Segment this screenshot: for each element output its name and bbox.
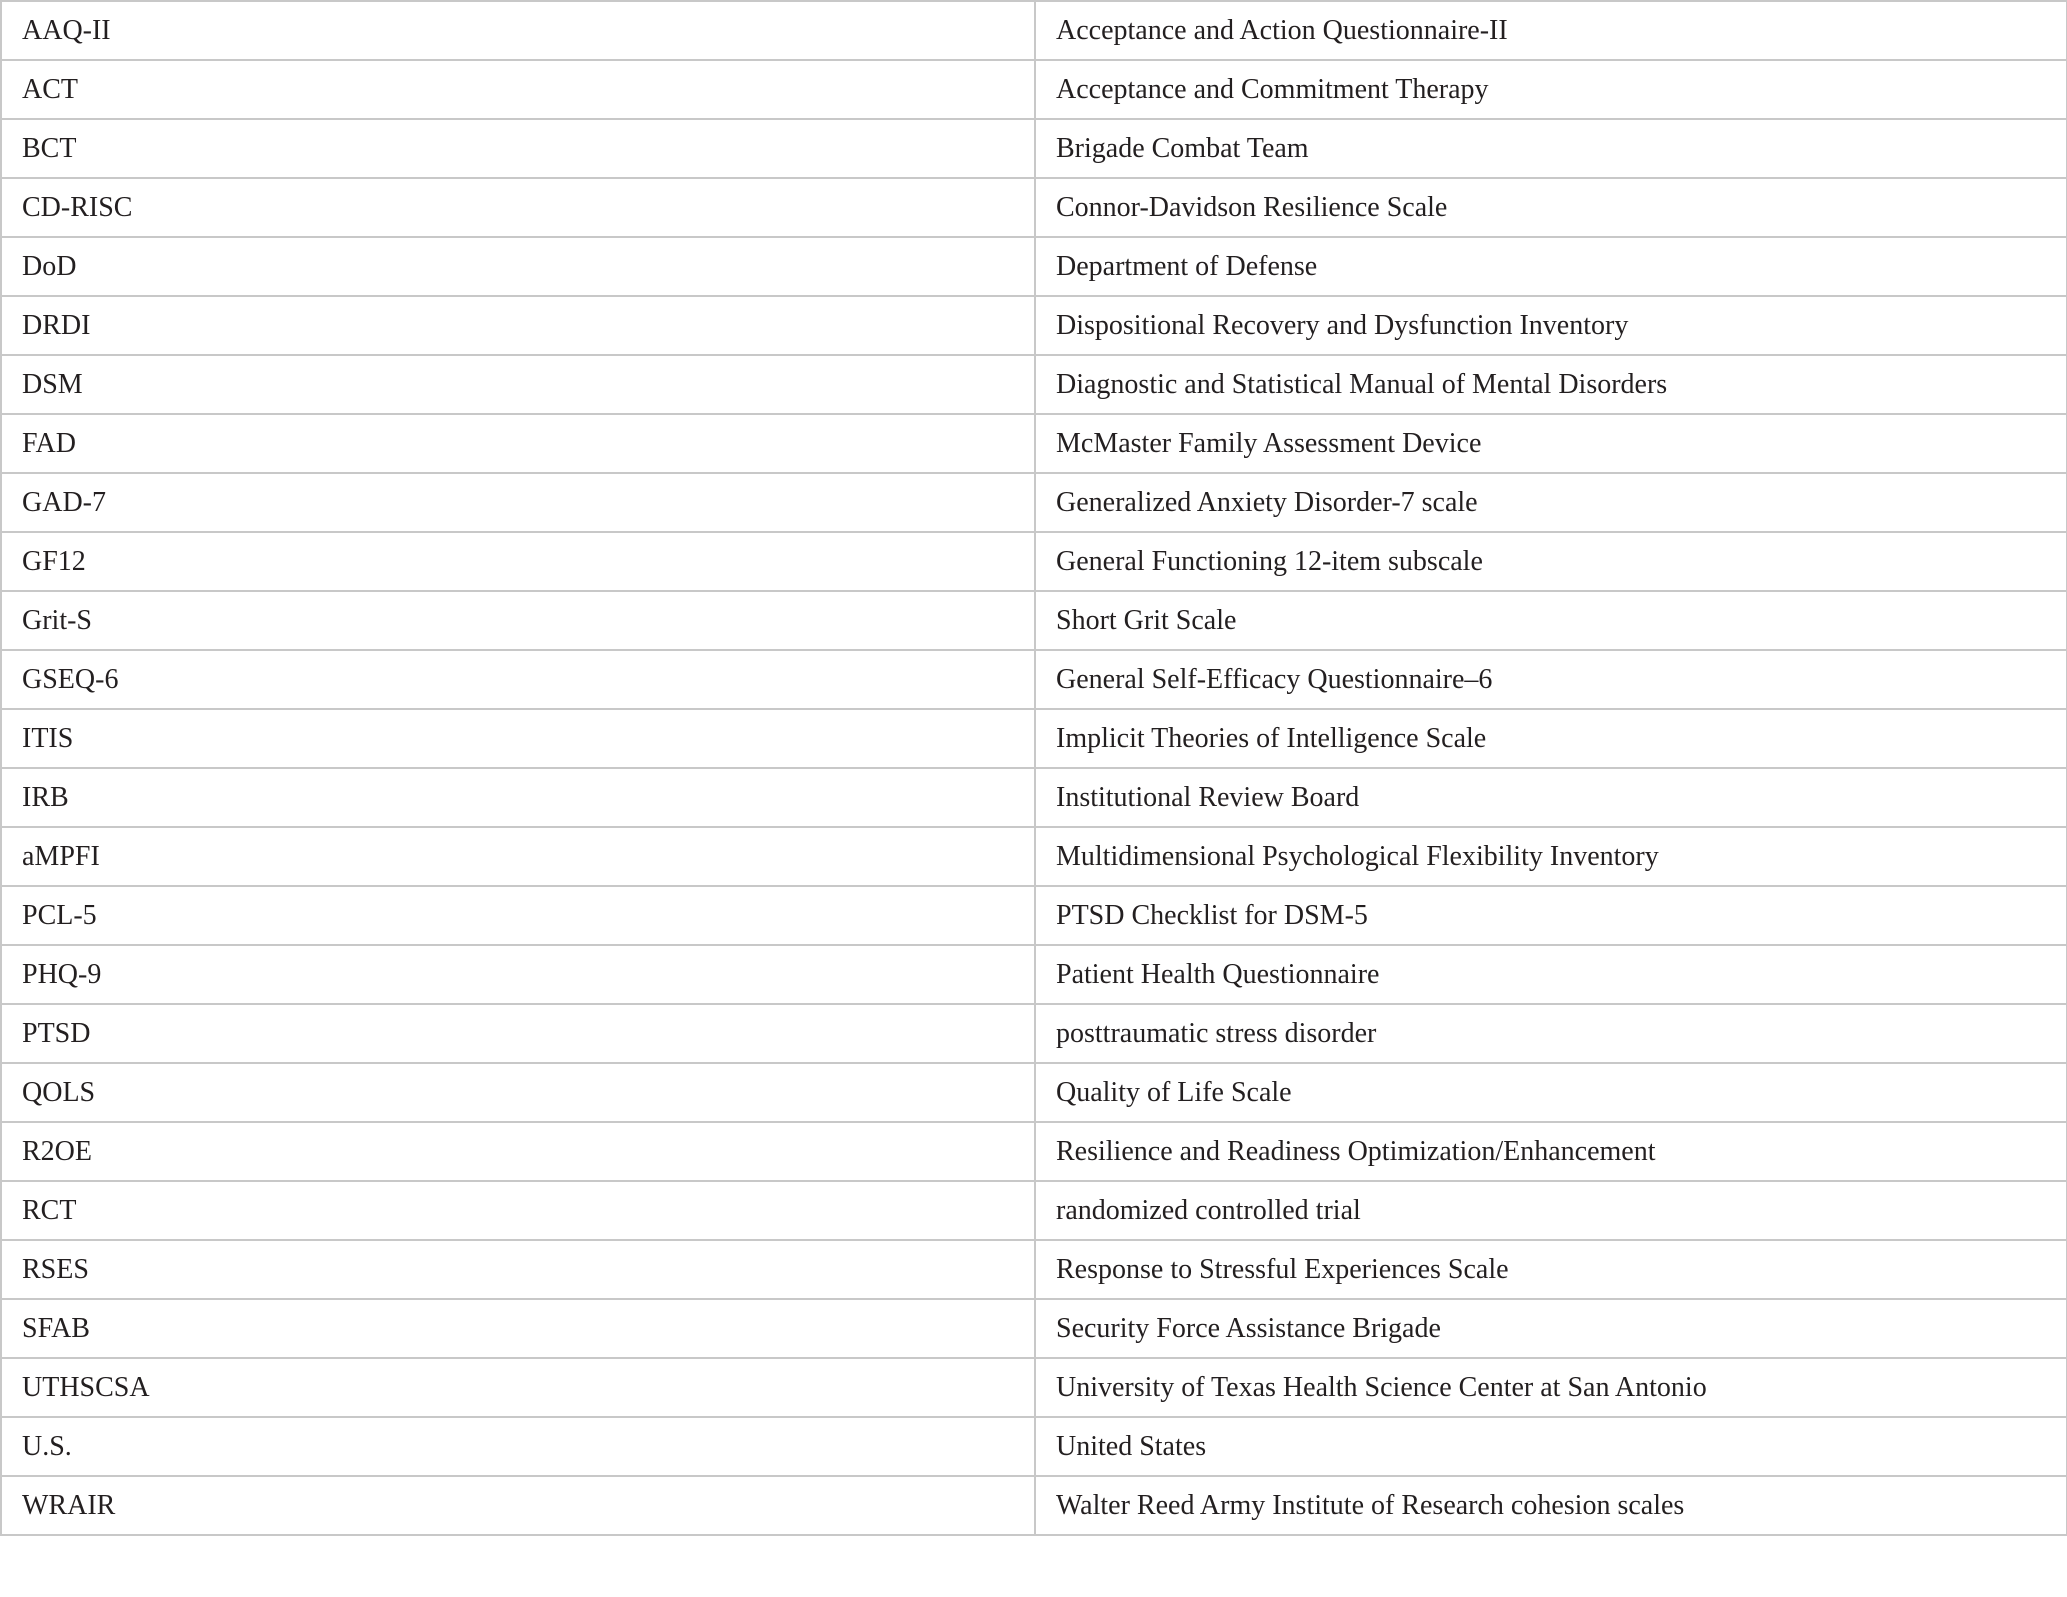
abbreviation-cell: GF12 <box>1 532 1035 591</box>
definition-cell: Patient Health Questionnaire <box>1035 945 2067 1004</box>
definition-cell: Acceptance and Commitment Therapy <box>1035 60 2067 119</box>
abbreviation-cell: GAD-7 <box>1 473 1035 532</box>
table-row <box>1 296 2067 355</box>
table-row <box>1 945 2067 1004</box>
abbreviation-cell: aMPFI <box>1 827 1035 886</box>
definition-cell: PTSD Checklist for DSM-5 <box>1035 886 2067 945</box>
table-row <box>1 1063 2067 1122</box>
table-row <box>1 60 2067 119</box>
table-row <box>1 1417 2067 1476</box>
abbreviation-cell: Grit-S <box>1 591 1035 650</box>
definition-cell: General Functioning 12-item subscale <box>1035 532 2067 591</box>
definition-cell: Dispositional Recovery and Dysfunction Inventory <box>1035 296 2067 355</box>
definition-cell: McMaster Family Assessment Device <box>1035 414 2067 473</box>
abbreviation-cell: SFAB <box>1 1299 1035 1358</box>
abbreviation-cell: ACT <box>1 60 1035 119</box>
abbreviation-cell: GSEQ-6 <box>1 650 1035 709</box>
table-row <box>1 886 2067 945</box>
abbreviation-cell: DSM <box>1 355 1035 414</box>
definition-cell: Short Grit Scale <box>1035 591 2067 650</box>
abbreviation-cell: DRDI <box>1 296 1035 355</box>
definition-cell: Quality of Life Scale <box>1035 1063 2067 1122</box>
abbreviation-cell: PCL-5 <box>1 886 1035 945</box>
abbreviation-cell: U.S. <box>1 1417 1035 1476</box>
table-row <box>1 768 2067 827</box>
table-row <box>1 237 2067 296</box>
definition-cell: posttraumatic stress disorder <box>1035 1004 2067 1063</box>
definition-cell: Walter Reed Army Institute of Research cohesion scales <box>1035 1476 2067 1535</box>
abbreviation-cell: ITIS <box>1 709 1035 768</box>
definition-cell: United States <box>1035 1417 2067 1476</box>
definition-cell: Diagnostic and Statistical Manual of Mental Disorders <box>1035 355 2067 414</box>
table-row <box>1 355 2067 414</box>
definition-cell: Implicit Theories of Intelligence Scale <box>1035 709 2067 768</box>
table-row <box>1 709 2067 768</box>
abbreviation-cell: DoD <box>1 237 1035 296</box>
abbreviation-cell: R2OE <box>1 1122 1035 1181</box>
abbreviation-cell: RSES <box>1 1240 1035 1299</box>
table-row <box>1 1240 2067 1299</box>
table-row <box>1 1358 2067 1417</box>
abbreviation-cell: UTHSCSA <box>1 1358 1035 1417</box>
table-row <box>1 650 2067 709</box>
table-row <box>1 1004 2067 1063</box>
definition-cell: Response to Stressful Experiences Scale <box>1035 1240 2067 1299</box>
table-row <box>1 1 2067 60</box>
table-row <box>1 414 2067 473</box>
definition-cell: Connor-Davidson Resilience Scale <box>1035 178 2067 237</box>
table-row <box>1 827 2067 886</box>
table-row <box>1 178 2067 237</box>
table-row <box>1 473 2067 532</box>
abbreviation-cell: PTSD <box>1 1004 1035 1063</box>
definition-cell: Resilience and Readiness Optimization/Enhancement <box>1035 1122 2067 1181</box>
definition-cell: Acceptance and Action Questionnaire-II <box>1035 1 2067 60</box>
table-row <box>1 1181 2067 1240</box>
abbreviation-cell: WRAIR <box>1 1476 1035 1535</box>
abbreviation-cell: QOLS <box>1 1063 1035 1122</box>
definition-cell: Security Force Assistance Brigade <box>1035 1299 2067 1358</box>
table-row <box>1 1476 2067 1535</box>
definition-cell: Generalized Anxiety Disorder-7 scale <box>1035 473 2067 532</box>
table-row <box>1 591 2067 650</box>
abbreviations-table-body <box>1 1 2067 1535</box>
definition-cell: Department of Defense <box>1035 237 2067 296</box>
abbreviation-cell: AAQ-II <box>1 1 1035 60</box>
abbreviation-cell: BCT <box>1 119 1035 178</box>
abbreviation-cell: CD-RISC <box>1 178 1035 237</box>
definition-cell: General Self-Efficacy Questionnaire–6 <box>1035 650 2067 709</box>
definition-cell: Institutional Review Board <box>1035 768 2067 827</box>
definition-cell: Multidimensional Psychological Flexibility Inventory <box>1035 827 2067 886</box>
abbreviation-cell: PHQ-9 <box>1 945 1035 1004</box>
abbreviation-cell: RCT <box>1 1181 1035 1240</box>
definition-cell: Brigade Combat Team <box>1035 119 2067 178</box>
table-row <box>1 119 2067 178</box>
abbreviation-cell: FAD <box>1 414 1035 473</box>
definition-cell: randomized controlled trial <box>1035 1181 2067 1240</box>
table-row <box>1 532 2067 591</box>
table-row <box>1 1122 2067 1181</box>
table-row <box>1 1299 2067 1358</box>
definition-cell: University of Texas Health Science Center at San Antonio <box>1035 1358 2067 1417</box>
abbreviation-cell: IRB <box>1 768 1035 827</box>
